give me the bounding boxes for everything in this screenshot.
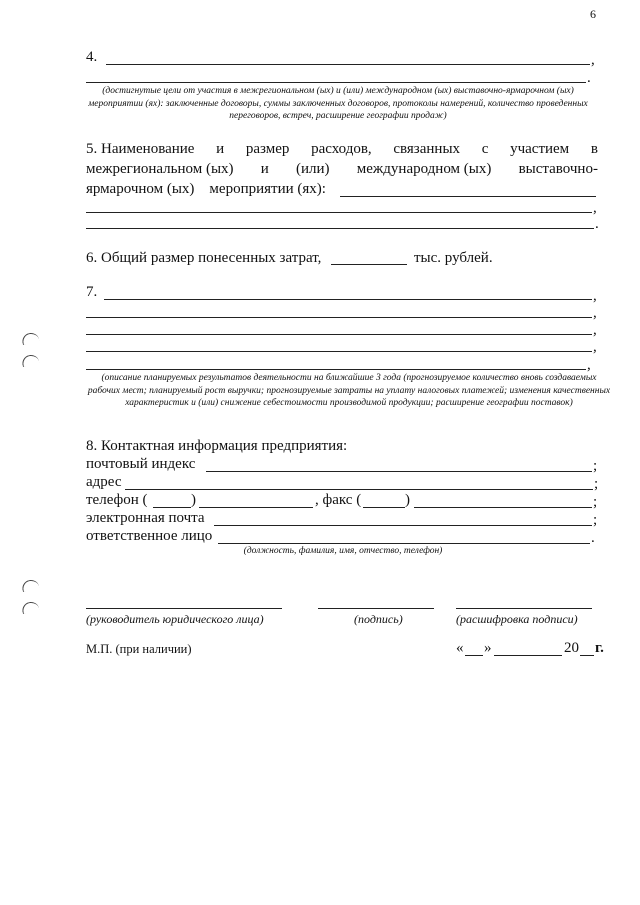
punch-hole-mark — [21, 601, 39, 614]
item-4-period: . — [587, 70, 591, 86]
date-month-field[interactable] — [494, 655, 562, 656]
decode-signature-line[interactable] — [456, 608, 592, 609]
item-6-amount-field[interactable] — [331, 264, 407, 265]
page-number: 6 — [590, 7, 596, 21]
phone-label: телефон ( — [86, 492, 148, 508]
stamp-label: М.П. (при наличии) — [86, 642, 192, 656]
item-5-word: выставочно- — [518, 161, 598, 177]
item-5-word: и — [260, 161, 269, 177]
item-7-line-5[interactable] — [86, 369, 586, 370]
fax-label: , факс ( — [315, 492, 362, 508]
responsible-field[interactable] — [218, 543, 590, 544]
item-5-word: связанных — [393, 141, 461, 157]
item-5-text-line-3: ярмарочном (ых) мероприятии (ях): — [86, 181, 326, 197]
item-6-unit: тыс. рублей. — [414, 250, 493, 266]
date-quote-close: » — [484, 640, 492, 656]
item-5-word: участием — [510, 141, 570, 157]
date-year-prefix: 20 — [564, 640, 579, 656]
item-7-comma: , — [593, 288, 597, 304]
item-7-comma: , — [593, 322, 597, 338]
date-year-suffix: г. — [595, 640, 604, 656]
item-5-word: размер — [245, 141, 290, 157]
phone-code-field[interactable] — [153, 507, 191, 508]
date-day-field[interactable] — [465, 655, 483, 656]
item-5-comma: , — [593, 200, 597, 216]
item-5-word: и — [216, 141, 225, 157]
item-7-comma: , — [587, 357, 591, 373]
postal-code-field[interactable] — [206, 471, 592, 472]
item-4-number: 4. — [86, 49, 98, 65]
item-4-comma: , — [591, 52, 595, 68]
responsible-label: ответственное лицо — [86, 528, 213, 544]
item-6-label: 6. Общий размер понесенных затрат, — [86, 250, 322, 266]
item-5-line-2[interactable] — [86, 212, 592, 213]
decode-caption: (расшифровка подписи) — [456, 612, 578, 626]
phone-paren-close: ) — [191, 492, 196, 508]
item-5-word: межрегиональном (ых) — [86, 161, 234, 177]
item-5-text-line-2 — [86, 161, 598, 178]
item-7-number: 7. — [86, 284, 98, 300]
address-label: адрес — [86, 474, 122, 490]
item-7-line-4[interactable] — [86, 351, 592, 352]
signature-caption: (подпись) — [354, 612, 403, 626]
item-7-comma: , — [593, 305, 597, 321]
item-4-line-1[interactable] — [106, 64, 590, 65]
email-semicolon: ; — [593, 512, 598, 528]
item-7-line-1[interactable] — [104, 299, 592, 300]
signature-line[interactable] — [318, 608, 434, 609]
head-caption: (руководитель юридического лица) — [86, 612, 264, 626]
item-5-text-line-1 — [86, 141, 598, 158]
date-quote-open: « — [456, 640, 464, 656]
email-field[interactable] — [214, 525, 592, 526]
item-5-word: (или) — [296, 161, 330, 177]
item-5-word: 5. Наименование — [86, 141, 195, 157]
item-7-note: (описание планируемых результатов деятельности на ближайшие 3 года (прогнозируемое количество вновь создаваемых рабочих мест; планируемый рост выручки; прогнозируемые затраты на уплату налоговых платежей; изменения качественных характеристик и (или) снижение себестоимости производимой продукции; расширение географии поставок) — [87, 373, 611, 408]
head-signature-line[interactable] — [86, 608, 282, 609]
date-year-field[interactable] — [580, 655, 594, 656]
item-7-line-3[interactable] — [86, 334, 592, 335]
punch-hole-mark — [21, 332, 39, 345]
fax-number-field[interactable] — [414, 507, 592, 508]
punch-hole-mark — [21, 579, 39, 592]
item-8-heading: 8. Контактная информация предприятия: — [86, 438, 348, 454]
responsible-note: (должность, фамилия, имя, отчество, телефон) — [243, 546, 443, 556]
item-4-line-2[interactable] — [86, 82, 586, 83]
item-5-line-3[interactable] — [86, 228, 594, 229]
address-semicolon: ; — [594, 476, 599, 492]
punch-hole-mark — [21, 354, 39, 367]
postal-code-semicolon: ; — [593, 458, 598, 474]
phone-number-field[interactable] — [199, 507, 313, 508]
responsible-period: . — [591, 530, 595, 546]
item-5-word: расходов, — [311, 141, 372, 157]
item-4-note: (достигнутые цели от участия в межрегиональном (ых) и (или) международном (ых) выставочно-ярмарочном (ых) мероприятии (ях): заключенные договоры, суммы заключенных договоров, протоколы намерений, количество проведенных переговоров, встреч, расширение географии продаж) — [88, 86, 588, 121]
item-5-word: с — [481, 141, 489, 157]
address-field[interactable] — [125, 489, 593, 490]
phone-semicolon: ; — [593, 494, 598, 510]
postal-code-label: почтовый индекс — [86, 456, 196, 472]
email-label: электронная почта — [86, 510, 205, 526]
fax-paren-close: ) — [405, 492, 410, 508]
item-5-line-1[interactable] — [340, 196, 596, 197]
item-5-period: . — [595, 216, 599, 232]
item-7-line-2[interactable] — [86, 317, 592, 318]
item-7-comma: , — [593, 339, 597, 355]
item-5-word: международном (ых) — [356, 161, 492, 177]
fax-code-field[interactable] — [363, 507, 405, 508]
item-5-word: в — [590, 141, 598, 157]
